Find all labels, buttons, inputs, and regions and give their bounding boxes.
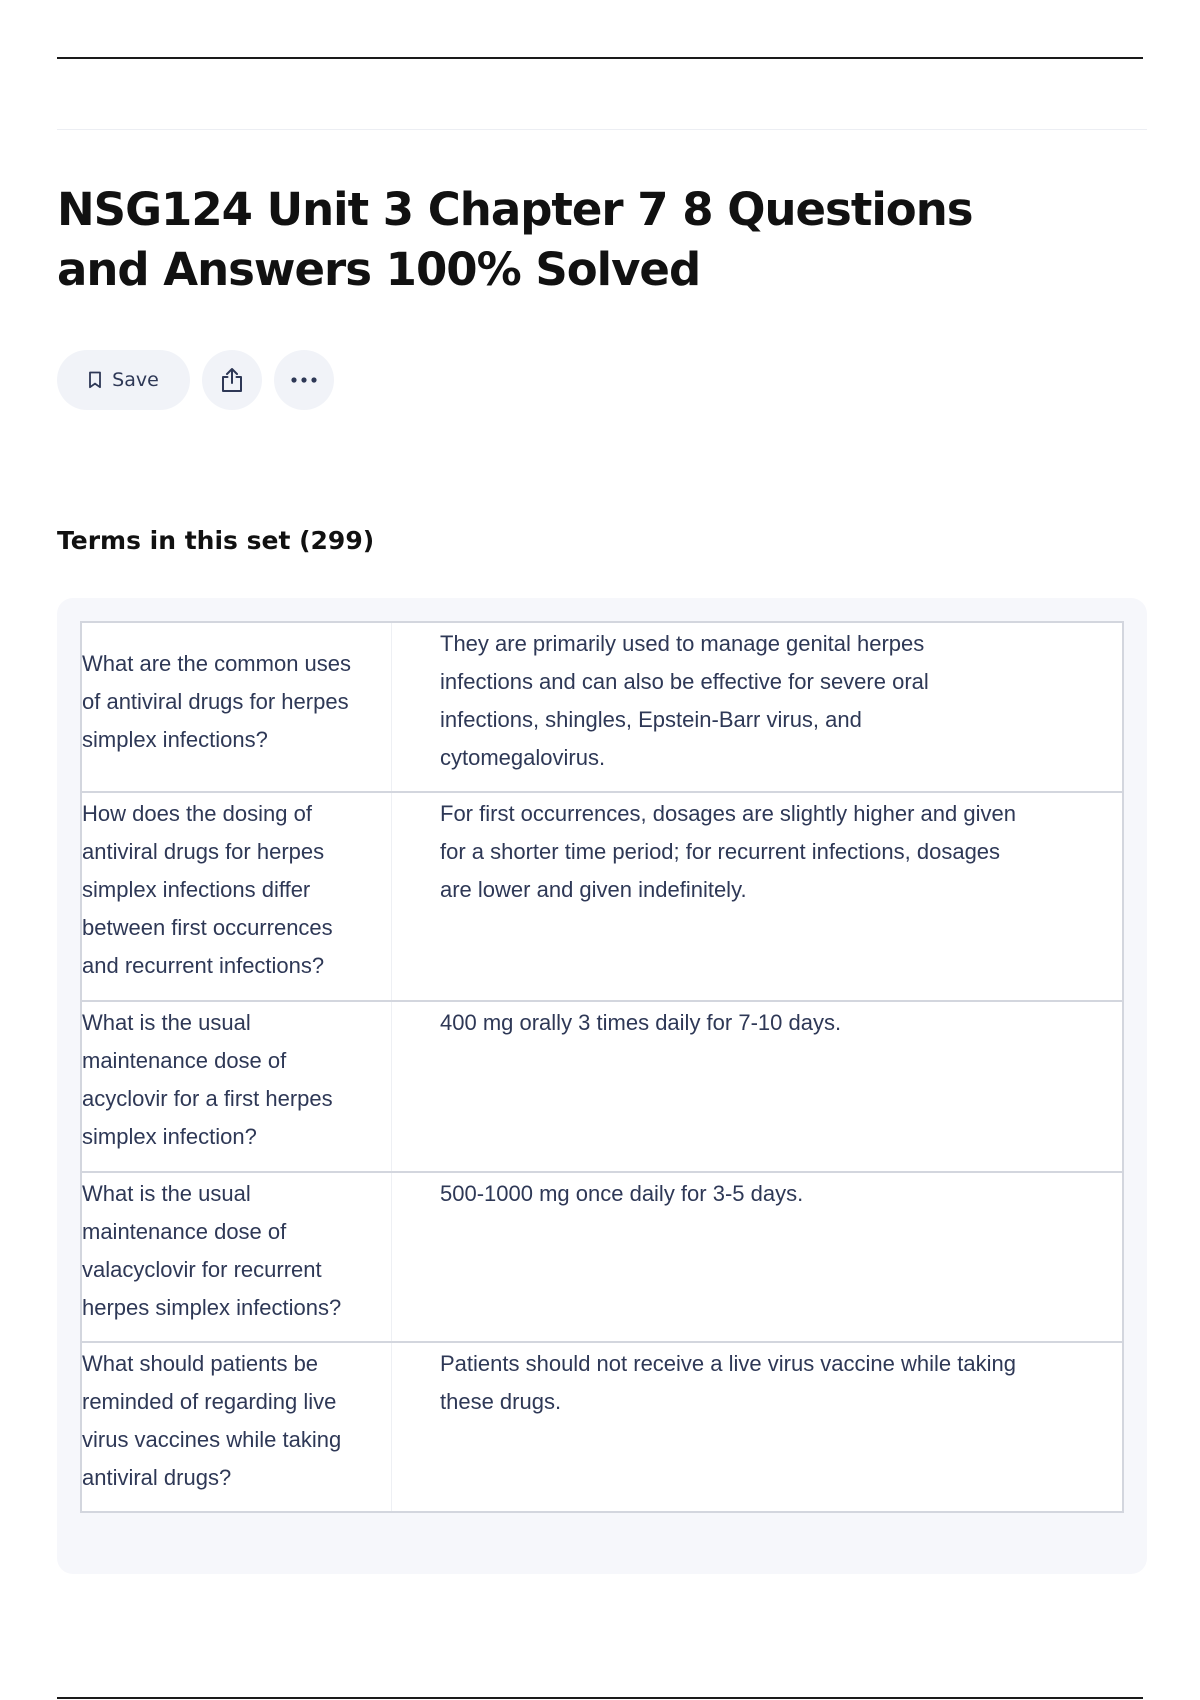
- header-divider: [57, 129, 1147, 130]
- page-title: NSG124 Unit 3 Chapter 7 8 Questions and Answers 100% Solved: [57, 183, 973, 296]
- top-rule: [57, 57, 1143, 59]
- definition-text: For first occurrences, dosages are slightly higher and given for a shorter time period; for recurrent infections, dosages are lower and given indefinitely.: [440, 801, 1016, 902]
- save-button[interactable]: [57, 350, 190, 410]
- more-horizontal-icon: [290, 376, 318, 384]
- terms-heading: Terms in this set (299): [57, 526, 375, 555]
- share-icon: [219, 366, 245, 394]
- bookmark-icon: [88, 371, 102, 389]
- definition-text: They are primarily used to manage genital herpes infections and can also be effective for severe oral infections, shingles, Epstein-Barr virus, and cytomegalovirus.: [440, 631, 929, 770]
- term-card: [80, 1341, 1124, 1513]
- definition-text: 500-1000 mg once daily for 3-5 days.: [440, 1181, 804, 1206]
- term-text: What is the usual maintenance dose of valacyclovir for recurrent herpes simplex infections?: [82, 1173, 392, 1341]
- more-options-button[interactable]: [274, 350, 334, 410]
- share-button[interactable]: [202, 350, 262, 410]
- definition-text: Patients should not receive a live virus vaccine while taking these drugs.: [440, 1351, 1016, 1414]
- term-card: [80, 791, 1124, 1002]
- term-card: [80, 1000, 1124, 1173]
- term-text: What are the common uses of antiviral drugs for herpes simplex infections?: [82, 623, 392, 791]
- save-button-label: Save: [112, 369, 159, 391]
- term-card: [80, 1171, 1124, 1343]
- term-card: [80, 621, 1124, 793]
- term-text: What is the usual maintenance dose of acyclovir for a first herpes simplex infection?: [82, 1002, 392, 1171]
- term-text: What should patients be reminded of regarding live virus vaccines while taking antiviral drugs?: [82, 1343, 392, 1511]
- terms-list: [80, 621, 1124, 1513]
- action-bar: [57, 350, 334, 410]
- definition-text: 400 mg orally 3 times daily for 7-10 days.: [440, 1010, 842, 1035]
- bottom-rule: [57, 1697, 1143, 1699]
- term-text: How does the dosing of antiviral drugs for herpes simplex infections differ between first occurrences and recurrent infections?: [82, 793, 392, 1000]
